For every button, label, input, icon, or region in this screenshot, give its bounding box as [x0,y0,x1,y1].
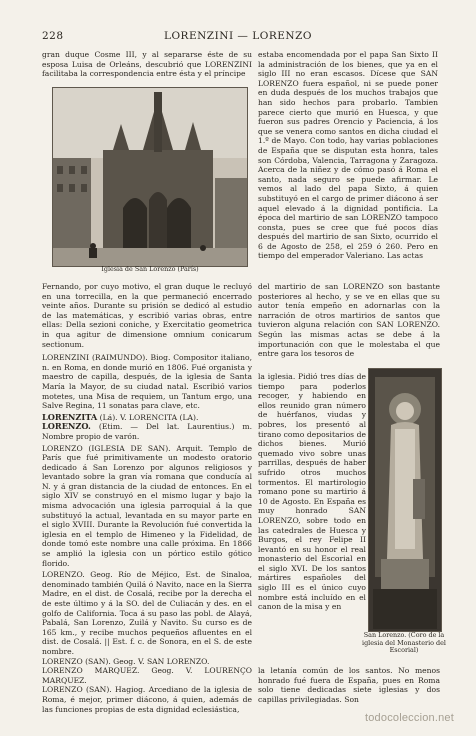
paragraph: LORENZO. Geog. Río de Méjico, Est. de Sinaloa, denominado también Quilá ó Navito, nace en la Sierra Madre, en el dist. de Cosalá, recibe por la derecha el de este último y á la SO. del de Culiacán y des. en el golfo de California. Toca á su paso las pobl. de Alayá, Pabalá, San Lorenzo, Zuilá y Navito. Su curso es de 165 km., y recibe muchos pequeños afluentes en el dist. de Cosalá. || Est. f. c. de Sonora, en el S. de este nombre. [42,570,252,656]
right-column-bottom [258,666,440,704]
paragraph: LORENZO MARQUEZ. Geog. V. LOURENÇO MARQUEZ. [42,666,252,685]
entry-text: (Etim. — Del lat. Laurentius.) m. Nombre propio de varón. [42,422,252,441]
page-number: 228 [42,30,64,42]
running-title: LORENZINI — LORENZO [163,30,313,42]
watermark: todocoleccion.net [364,712,454,724]
church-photo [52,87,248,267]
statue-photo [368,368,442,632]
paragraph: gran duque Cosme III, y al separarse éste de su esposa Luisa de Orleáns, descubrió que LORENZINI facilitaba la correspondencia entre ésta y el príncipe [42,50,252,79]
entry-text: (Lá). V. LORENCITA (LA). [99,412,199,422]
paragraph: LORENZO (IGLESIA DE SAN). Arquit. Templo de París que fué primitivamente un modesto oratorio dedicado á San Lorenzo por algunos religiosos y levantado sobre la gran vía romana que conducía al N. y á gran distancia de la ciudad de entonces. En el siglo XIV se construyó en el mismo lugar y bajo la misma advocación una iglesia parroquial á la que substituyó la actual, levantada en su mayor parte en el siglo XVIII. Durante la Revolución fué convertida la iglesia en el templo de Himeneo y la Fidelidad, de donde tomó este nombre una calle próxima. En 1866 se amplió la iglesia con un pórtico estilo gótico florido. [42,443,252,568]
left-column-top [42,50,252,79]
paragraph: estaba encomendada por el papa San Sixto II la administración de los bienes, que ya en el siglo III no eran escasos. Dícese que SAN LORENZO fuera español, ni se puede poner en duda después de los muchos trabajos que han sido hechos para probarlo. Tambien parece cierto que murió en Huesca, y que fueron sus padres Orencio y Paciencia, á los que se venera como santos en dicha ciudad el 1.º de Mayo. Con todo, hay varias poblaciones de España que se disputan esta honra, tales son Córdoba, Valencia, Tarragona y Zaragoza. Acerca de la niñez y de cómo pasó á Roma el santo, nada seguro se puede afirmar. Le vemos al lado del papa Sixto, á quien substituyó en el cargo de primer diácono á ser aquel elevado á la dignidad pontificia. La época del martirio de san LORENZO tampoco consta, pues se cree que fué pocos días después del martirio de san Sixto, ocurrido el 6 de Agosto de 258, el 259 ó 260. Pero en tiempo del emperador Valeriano. Las actas [258,50,438,261]
paragraph: LORENZO (SAN). Hagiog. Arcediano de la iglesia de Roma, é mejor, primer diácono, á quien, además de las funciones propias de esta dignidad eclesiástica, [42,685,252,714]
left-column-body [42,282,252,714]
right-column-narrow [258,372,366,612]
right-column-mid [258,282,440,359]
entry-head: LORENZITA [42,411,98,422]
paragraph: LORENZO (SAN). Geog. V. SAN LORENZO. [42,656,210,666]
right-column-top [258,50,438,261]
page-header [42,30,434,44]
statue-caption: San Lorenzo. (Coro de la iglesia del Monasterio del Escorial) [362,631,446,655]
paragraph: la letanía común de los santos. No menos honrado fué fuera de España, pues en Roma solo tiene dedicadas siete iglesias y dos capillas privilegiadas. Son [258,666,440,704]
paragraph: del martirio de san LORENZO son bastante posteriores al hecho, y se ve en ellas que su autor tenía empeño en adornarlas con la narración de otros martirios de santos que tuvieron alguna relación con SAN LORENZO. Según las mismas actas se debe á la importunación con que le molestaba el que entre gara los tesoros de [258,282,440,359]
entry-lorenzo [42,422,252,441]
paragraph: Fernando, por cuyo motivo, el gran duque le recluyó en una torrecilla, en la que permaneció encerrado veinte años. Durante su prisión se dedicó al estudio de las matemáticas, y escribió varias obras, entre ellas: Della sezioni coniche, y Exercitatio geometrica in qua agitur de dimensione omnium conicarum sectionum. [42,282,252,349]
paragraph: la iglesia. Pidió tres días de tiempo para poderlos recoger, y habiendo en ellos reunido gran número de huérfanos, viudas y pobres, los presentó al tirano como depositarios de dichos bienes. Murió quemado vivo sobre unas parrillas, después de haber sufrido otros muchos tormentos. El martirologio romano pone su martirio á 10 de Agosto. En España es muy honrado SAN LORENZO, sobre todo en las catedrales de Huesca y Burgos, el rey Felipe II levantó en su honor el real monasterio del Escorial en el siglo XVI. De los santos mártires españoles del siglo III es el único cuyo nombre está incluído en el canon de la misa y en [258,372,366,612]
church-caption: Iglesia de San Lorenzo (París) [101,265,199,273]
paragraph: LORENZINI (RAIMUNDO). Biog. Compositor italiano, n. en Roma, en donde murió en 1806. Fué organista y maestro de capilla, después, de la iglesia de Santa María la Mayor, de su ciudad natal. Escribió varios motetes, una Misa de requiem, un Tantum ergo, una Salve Regina, 11 sonatas para clave, etc. [42,353,252,411]
entry-head: LORENZO. [42,421,91,432]
